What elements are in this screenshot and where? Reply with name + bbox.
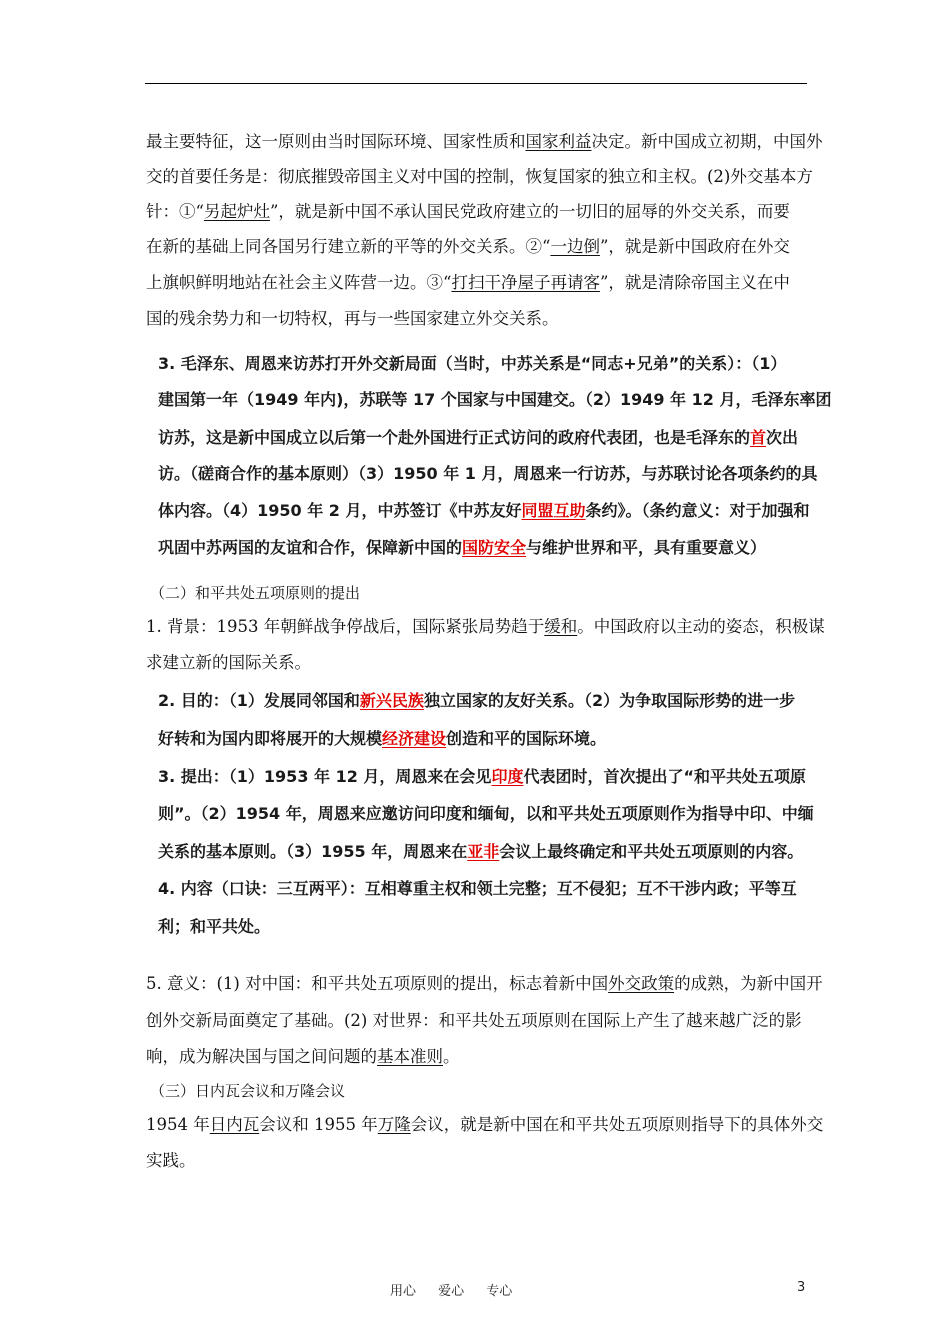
text-line: 创外交新局面奠定了基础。(2) 对世界：和平共处五项原则在国际上产生了越来越广泛的影 (146, 1011, 802, 1030)
text-line: 巩固中苏两国的友谊和合作，保障新中国的国防安全与维护世界和平，具有重要意义） (158, 538, 767, 557)
text-line: 针：①“另起炉灶”，就是新中国不承认国民党政府建立的一切旧的屈辱的外交关系，而要 (146, 202, 790, 221)
text-line: 交的首要任务是：彻底摧毁帝国主义对中国的控制，恢复国家的独立和主权。(2)外交基本方 (146, 167, 813, 186)
text-line: 1. 背景：1953 年朝鲜战争停战后，国际紧张局势趋于缓和。中国政府以主动的姿态，积极谋 (146, 617, 825, 636)
section-heading: （三）日内瓦会议和万隆会议 (150, 1082, 346, 1100)
header-rule (145, 83, 807, 84)
text-line: 国的残余势力和一切特权，再与一些国家建立外交关系。 (146, 309, 559, 328)
text-line: 则”。（2）1954 年，周恩来应邀访问印度和缅甸，以和平共处五项原则作为指导中印、中缅 (158, 804, 814, 823)
text-line: 好转和为国内即将展开的大规模经济建设创造和平的国际环境。 (158, 729, 607, 748)
footer-motto: 用心 爱心 专心 (390, 1284, 513, 1299)
text-line: 实践。 (146, 1151, 196, 1170)
text-line: 5. 意义：(1) 对中国：和平共处五项原则的提出，标志着新中国外交政策的成熟，为新中国开 (146, 974, 823, 993)
text-line: 3. 毛泽东、周恩来访苏打开外交新局面（当时，中苏关系是“同志+兄弟”的关系）：（1） (158, 354, 787, 373)
text-line: 4. 内容（口诀：三互两平）：互相尊重主权和领土完整；互不侵犯；互不干涉内政；平等互 (158, 879, 797, 898)
text-line: 利；和平共处。 (158, 917, 271, 936)
text-line: 响，成为解决国与国之间问题的基本准则。 (146, 1047, 460, 1066)
text-line: 访。（磋商合作的基本原则）（3）1950 年 1 月，周恩来一行访苏，与苏联讨论各项条约的具 (158, 464, 818, 483)
text-line: 建国第一年（1949 年内)，苏联等 17 个国家与中国建交。（2）1949 年 12 月，毛泽东率团 (158, 390, 832, 409)
text-line: 上旗帜鲜明地站在社会主义阵营一边。③“打扫干净屋子再请客”，就是清除帝国主义在中 (146, 273, 790, 292)
text-line: 关系的基本原则。（3）1955 年，周恩来在亚非会议上最终确定和平共处五项原则的内容。 (158, 842, 804, 861)
text-line: 在新的基础上同各国另行建立新的平等的外交关系。②“一边倒”，就是新中国政府在外交 (146, 237, 790, 256)
text-line: 求建立新的国际关系。 (146, 653, 311, 672)
section-heading: （二）和平共处五项原则的提出 (150, 584, 361, 602)
page-number: 3 (797, 1280, 806, 1295)
text-line: 体内容。（4）1950 年 2 月，中苏签订《中苏友好同盟互助条约》。（条约意义：对于加强和 (158, 501, 810, 520)
text-line: 最主要特征，这一原则由当时国际环境、国家性质和国家利益决定。新中国成立初期，中国外 (146, 132, 823, 151)
text-line: 2. 目的：（1）发展同邻国和新兴民族独立国家的友好关系。（2）为争取国际形势的进一步 (158, 691, 796, 710)
text-line: 1954 年日内瓦会议和 1955 年万隆会议，就是新中国在和平共处五项原则指导下的具体外交 (146, 1115, 824, 1134)
text-line: 访苏，这是新中国成立以后第一个赴外国进行正式访问的政府代表团，也是毛泽东的首次出 (158, 428, 799, 447)
text-line: 3. 提出：（1）1953 年 12 月，周恩来在会见印度代表团时，首次提出了“和平共处五项原 (158, 767, 806, 786)
